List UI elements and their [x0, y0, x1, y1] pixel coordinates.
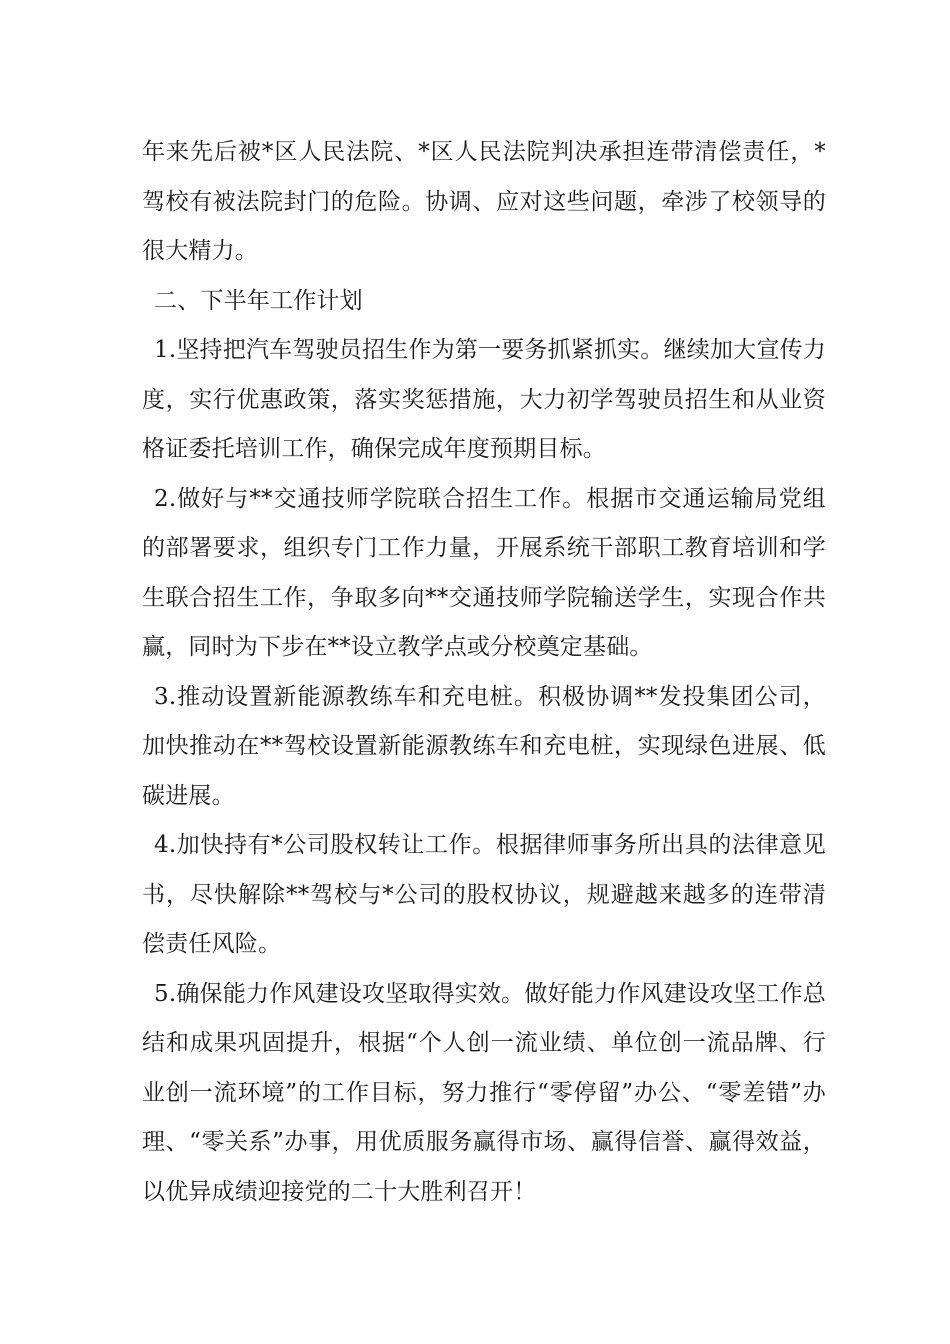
plan-item-2: 2.做好与**交通技师学院联合招生工作。根据市交通运输局党组的部署要求，组织专门工作力量，开展系统干部职工教育培训和学生联合招生工作，争取多向**交通技师学院输送学生，实现合作共赢，同时为下步在**设立教学点或分校奠定基础。 — [142, 485, 826, 660]
section-heading: 二、下半年工作计划 — [154, 287, 363, 314]
plan-item-5: 5.确保能力作风建设攻坚取得实效。做好能力作风建设攻坚工作总结和成果巩固提升，根据“个人创一流业绩、单位创一流品牌、行业创一流环境”的工作目标，努力推行“零停留”办公、“零差错”办理、“零关系”办事，用优质服务赢得市场、赢得信誉、赢得效益，以优异成绩迎接党的二十大胜利召开！ — [142, 980, 826, 1205]
document-body — [142, 128, 826, 1217]
plan-item-4: 4.加快持有*公司股权转让工作。根据律师事务所出具的法律意见书，尽快解除**驾校与*公司的股权协议，规避越来越多的连带清偿责任风险。 — [142, 832, 826, 957]
plan-item-1: 1.坚持把汽车驾驶员招生作为第一要务抓紧抓实。继续加大宣传力度，实行优惠政策，落实奖惩措施，大力初学驾驶员招生和从业资格证委托培训工作，确保完成年度预期目标。 — [142, 337, 826, 462]
paragraph-continuation: 年来先后被*区人民法院、*区人民法院判决承担连带清偿责任，*驾校有被法院封门的危险。协调、应对这些问题，牵涉了校领导的很大精力。 — [142, 139, 826, 264]
plan-item-3: 3.推动设置新能源教练车和充电桩。积极协调**发投集团公司，加快推动在**驾校设置新能源教练车和充电桩，实现绿色进展、低碳进展。 — [142, 683, 826, 809]
